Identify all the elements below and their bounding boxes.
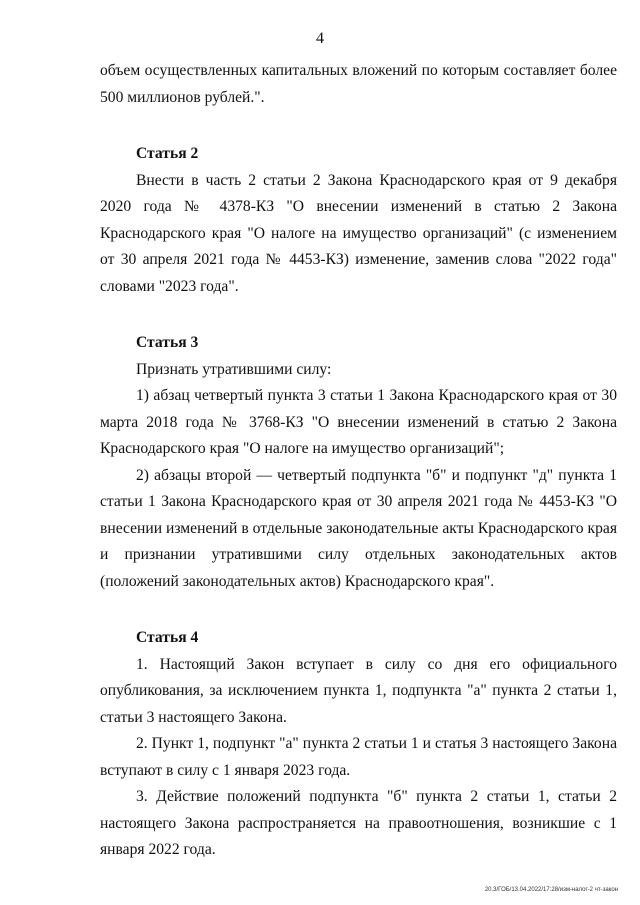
page-number: 4 (316, 30, 324, 47)
article-4-paragraph-2: 2. Пункт 1, подпункт "а" пункта 2 статьи 1 и статья 3 настоящего Закона вступают в силу с 1 января 2023 года. (100, 735, 617, 779)
article-3-paragraph-2: 2) абзацы второй — четвертый подпункта "б" и подпункт "д" пункта 1 статьи 1 Закона Краснодарского края от 30 апреля 2021 года № 4453-КЗ "О внесении изменений в отдельные законодательные акты Краснодарского края и признании утратившими силу отдельных законодательных актов (положений законодательных актов) Краснодарского края". (100, 466, 617, 590)
article-3-paragraph-1: 1) абзац четвертый пункта 3 статьи 1 Закона Краснодарского края от 30 марта 2018 года № 3768-КЗ "О внесении изменений в статью 2 Закона Краснодарского края "О налоге на имущество организаций"; (100, 387, 617, 457)
article-3-paragraph-intro: Признать утратившими силу: (136, 360, 332, 378)
intro-continuation: объем осуществленных капитальных вложений по которым составляет более 500 миллионов рублей.". (100, 62, 617, 106)
article-4-paragraph-1: 1. Настоящий Закон вступает в силу со дня его официального опубликования, за исключением пункта 1, подпункта "а" пункта 2 статьи 1, статьи 3 настоящего Закона. (100, 655, 617, 726)
document-body (100, 58, 617, 864)
article-4-paragraph-3: 3. Действие положений подпункта "б" пункта 2 статьи 1, статьи 2 настоящего Закона распространяется на правоотношения, возникшие с 1 января 2022 года. (100, 788, 617, 858)
article-2-heading: Статья 2 (136, 145, 199, 162)
article-4-heading: Статья 4 (136, 629, 199, 646)
article-3-heading: Статья 3 (136, 334, 199, 351)
footer-document-code: 20.3/ГОБ/13.04.2022/17:28/изм-налог-2 чт-закон (484, 887, 618, 893)
article-2-paragraph-1: Внести в часть 2 статьи 2 Закона Краснодарского края от 9 декабря 2020 года № 4378-КЗ "О внесении изменений в статью 2 Закона Краснодарского края "О налоге на имущество организаций" (с изменением от 30 апреля 2021 года № 4453-КЗ) изменение, заменив слова "2022 года" словами "2023 года". (100, 171, 617, 295)
